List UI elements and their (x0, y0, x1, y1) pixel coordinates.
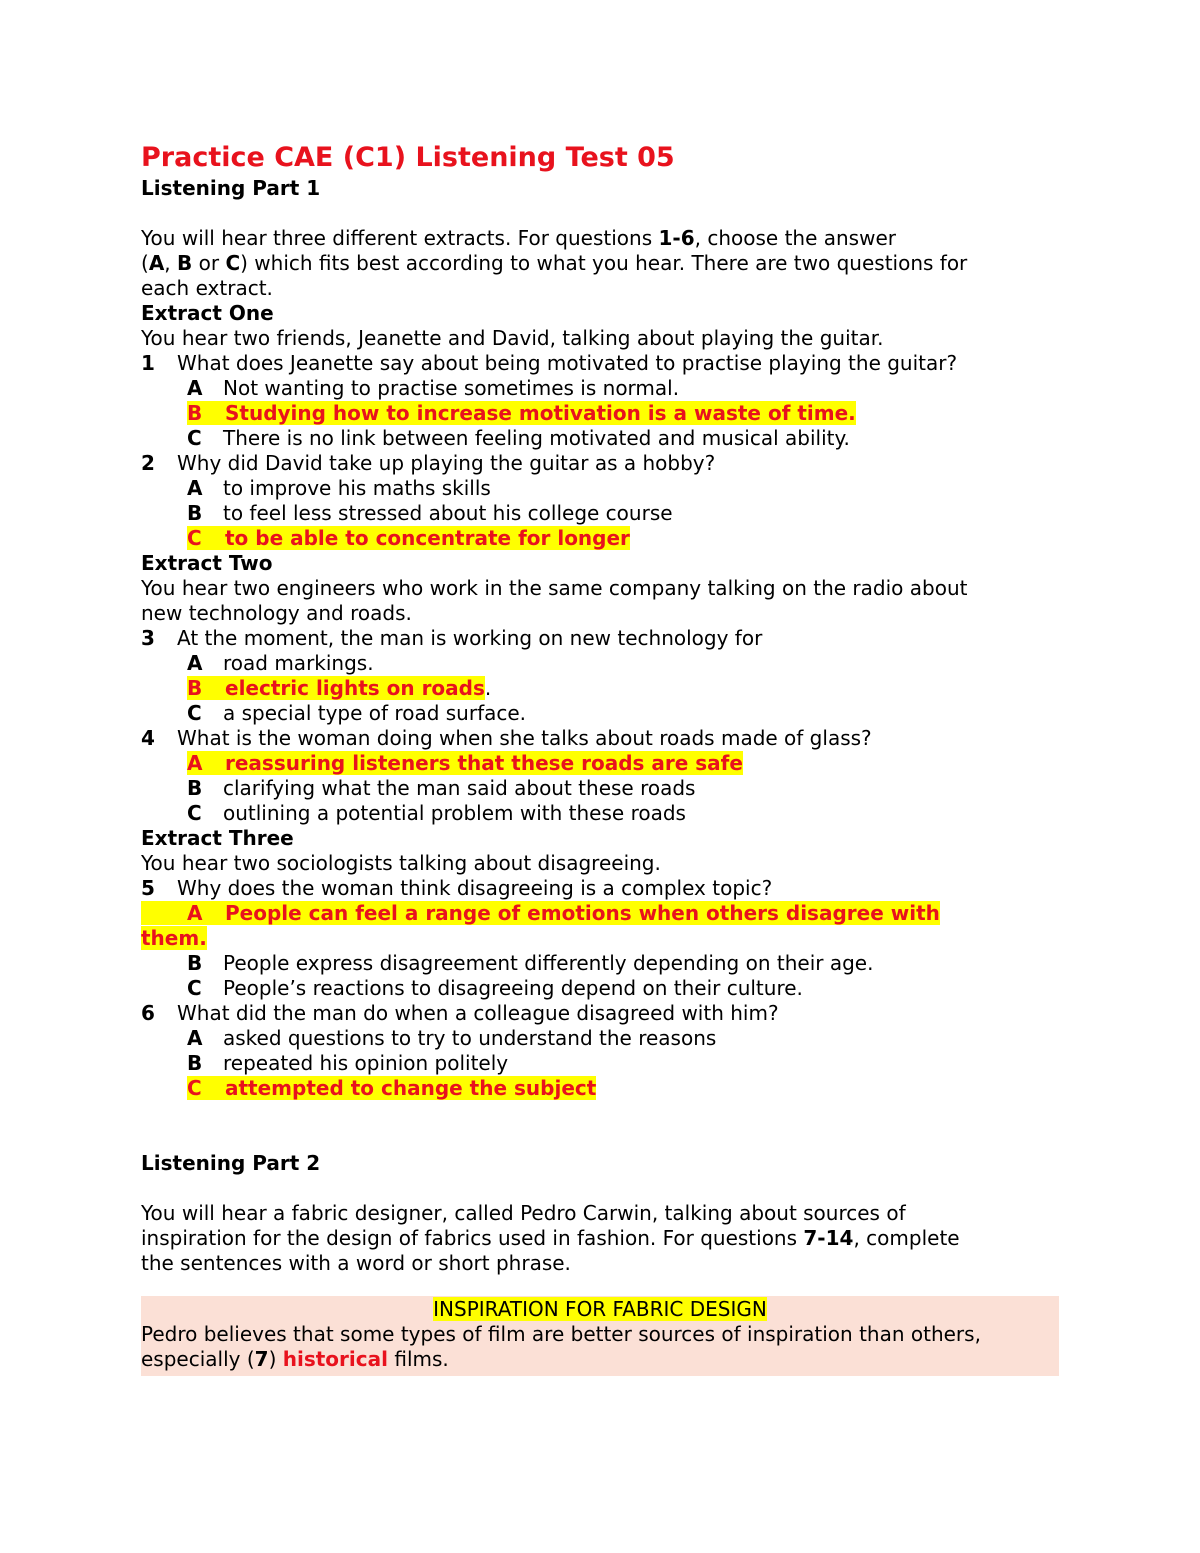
answer-7: historical (282, 1347, 388, 1371)
q1-option-b-answer: B Studying how to increase motivation is a waste of time. (187, 401, 856, 425)
q2-option-c-answer: C to be able to concentrate for longer (187, 526, 630, 550)
question-2: 2 Why did David take up playing the guitar as a hobby? (141, 451, 716, 475)
extract-three-context: You hear two sociologists talking about disagreeing. (141, 851, 661, 875)
question-4: 4 What is the woman doing when she talks about roads made of glass? (141, 726, 872, 750)
q5-option-c: C People’s reactions to disagreeing depend on their culture. (187, 976, 803, 1000)
q3-option-b-answer: B electric lights on roads. (187, 676, 492, 700)
question-6: 6 What did the man do when a colleague disagreed with him? (141, 1001, 779, 1025)
q6-option-c-answer: C attempted to change the subject (187, 1076, 597, 1100)
part2-heading: Listening Part 2 (141, 1151, 321, 1175)
box-text: Pedro believes that some types of film are better sources of inspiration than others, especially (7) historical films. (141, 1322, 981, 1371)
q1-option-a: A Not wanting to practise sometimes is normal. (187, 376, 680, 400)
q6-option-b: B repeated his opinion politely (187, 1051, 509, 1075)
part1-intro: You will hear three different extracts. For questions 1-6, choose the answer (A, B or C) which fits best according to what you hear. There are two questions for each extract. (141, 226, 968, 300)
q2-option-a: A to improve his maths skills (187, 476, 491, 500)
document-page (141, 140, 1061, 1376)
question-1: 1 What does Jeanette say about being motivated to practise playing the guitar? (141, 351, 958, 375)
extract-one-context: You hear two friends, Jeanette and David, talking about playing the guitar. (141, 326, 884, 350)
q3-option-a: A road markings. (187, 651, 374, 675)
extract-three-heading: Extract Three (141, 826, 294, 850)
q4-option-c: C outlining a potential problem with these roads (187, 801, 686, 825)
box-title: INSPIRATION FOR FABRIC DESIGN (433, 1297, 767, 1321)
q3-option-c: C a special type of road surface. (187, 701, 527, 725)
question-3: 3 At the moment, the man is working on new technology for (141, 626, 763, 650)
q1-option-c: C There is no link between feeling motivated and musical ability. (187, 426, 850, 450)
q4-option-b: B clarifying what the man said about these roads (187, 776, 696, 800)
extract-two-heading: Extract Two (141, 551, 273, 575)
part2-intro: You will hear a fabric designer, called Pedro Carwin, talking about sources of inspiration for the design of fabrics used in fashion. For questions 7-14, complete the sentences with a word or short phrase. (141, 1201, 960, 1275)
question-5: 5 Why does the woman think disagreeing is a complex topic? (141, 876, 773, 900)
fabric-design-box (141, 1296, 1059, 1376)
page-title: Practice CAE (C1) Listening Test 05 (141, 142, 675, 173)
q5-option-b: B People express disagreement differently depending on their age. (187, 951, 874, 975)
extract-two-context: You hear two engineers who work in the same company talking on the radio about new technology and roads. (141, 576, 968, 625)
q4-option-a-answer: A reassuring listeners that these roads are safe (187, 751, 743, 775)
extract-one-heading: Extract One (141, 301, 274, 325)
q5-option-a-answer: A People can feel a range of emotions when others disagree with them. (141, 901, 940, 950)
q2-option-b: B to feel less stressed about his college course (187, 501, 673, 525)
part1-heading: Listening Part 1 (141, 176, 321, 200)
q6-option-a: A asked questions to try to understand the reasons (187, 1026, 717, 1050)
